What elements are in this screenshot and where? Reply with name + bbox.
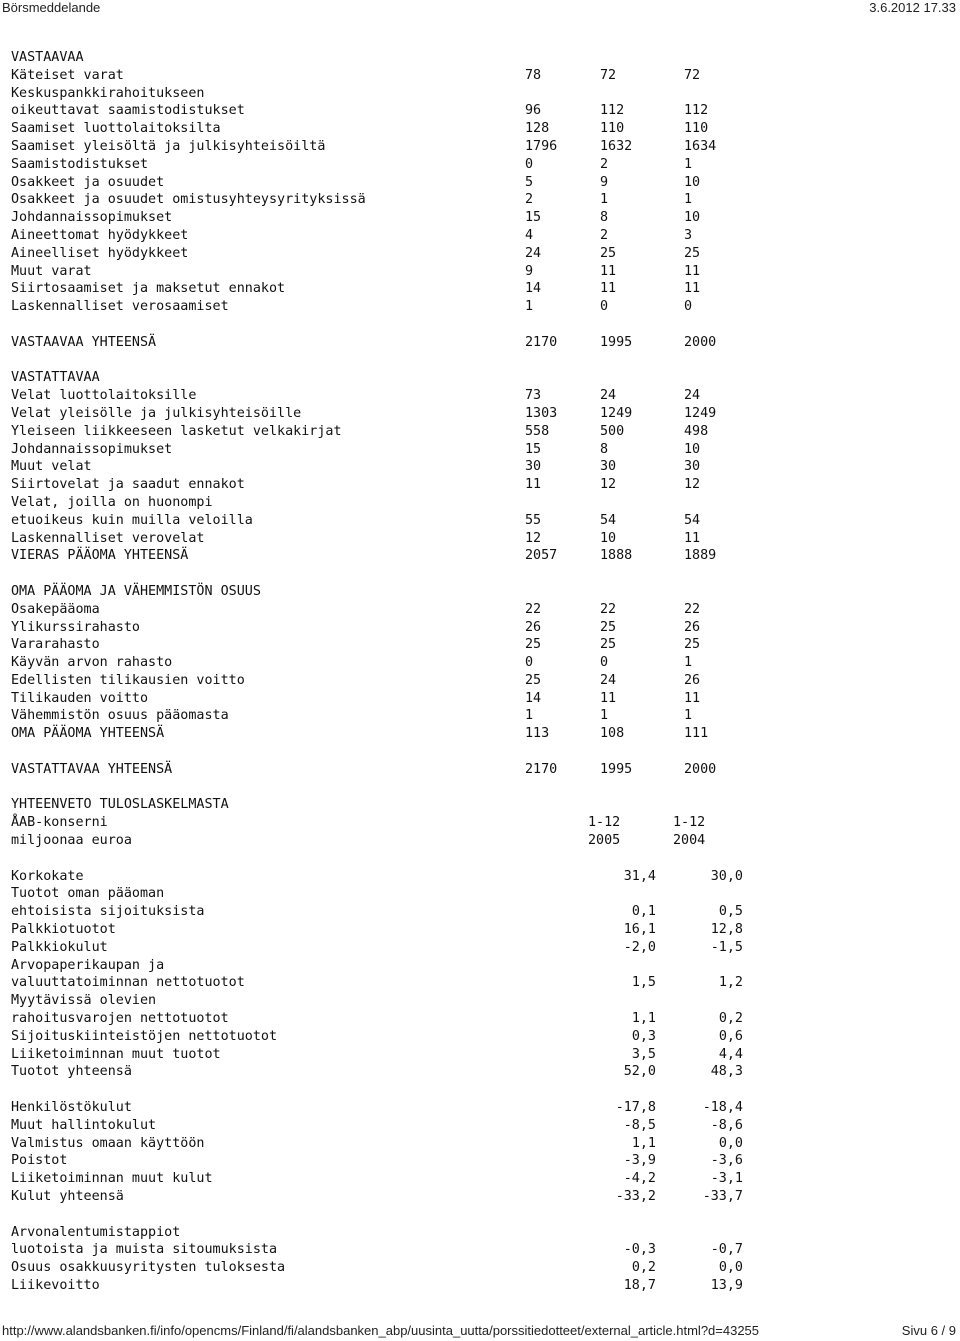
row-value-3: 10 <box>684 210 701 226</box>
row-label: Laskennalliset verovelat <box>11 530 205 546</box>
row-value-2: 2 <box>600 227 609 243</box>
row-label: Velat yleisölle ja julkisyhteisöille <box>11 405 302 421</box>
table-row <box>11 245 951 263</box>
table-row <box>11 974 951 992</box>
blank-row <box>11 1206 951 1224</box>
row-value-2: 24 <box>600 388 617 404</box>
row-value-2: -3,1 <box>710 1171 743 1187</box>
table-row <box>11 476 951 494</box>
table-row <box>11 530 951 548</box>
row-label: Muut hallintokulut <box>11 1117 157 1133</box>
row-value-1: 30 <box>525 459 542 475</box>
table-row <box>11 619 951 637</box>
row-label: Valmistus omaan käyttöön <box>11 1135 205 1151</box>
row-value-2: 0,0 <box>718 1135 743 1151</box>
row-value-2: 25 <box>600 637 617 653</box>
row-value-1: 15 <box>525 441 542 457</box>
row-value-3: 1634 <box>684 138 717 154</box>
row-value-2: 2004 <box>673 833 706 849</box>
row-value-2: -33,7 <box>702 1189 743 1204</box>
page-footer <box>0 1323 960 1339</box>
row-value-1: 1,5 <box>631 975 656 991</box>
row-value-3: 11 <box>684 530 701 546</box>
row-value-2: 1-12 <box>673 815 706 831</box>
blank-row <box>11 850 951 868</box>
row-value-2: 9 <box>600 174 609 190</box>
row-label: Liiketoiminnan muut tuotot <box>11 1046 221 1062</box>
row-value-2: 12,8 <box>710 922 743 938</box>
table-row <box>11 387 951 405</box>
table-row <box>11 405 951 423</box>
table-row <box>11 102 951 120</box>
row-label: Osuus osakkuusyritysten tuloksesta <box>11 1260 286 1276</box>
section-title <box>11 583 951 601</box>
row-value-2: 1888 <box>600 548 633 564</box>
row-value-1: 12 <box>525 530 542 546</box>
row-value-2: 2 <box>600 156 609 172</box>
row-value-3: 2000 <box>684 334 717 350</box>
page-header <box>0 0 960 16</box>
row-label: luotoista ja muista sitoumuksista <box>11 1242 278 1258</box>
row-label: Aineelliset hyödykkeet <box>11 245 189 261</box>
table-row <box>11 280 951 298</box>
row-value-2: 30,0 <box>710 868 743 884</box>
row-label: rahoitusvarojen nettotuotot <box>11 1011 229 1027</box>
row-value-2: 1995 <box>600 334 633 350</box>
table-row <box>11 120 951 138</box>
row-label: miljoonaa euroa <box>11 833 132 849</box>
row-label: Kulut yhteensä <box>11 1189 124 1204</box>
section-title <box>11 796 951 814</box>
row-label: Osakkeet ja osuudet omistusyhteysyrityksissä <box>11 192 366 208</box>
row-value-1: 96 <box>525 103 542 119</box>
row-label: Poistot <box>11 1153 68 1169</box>
row-label: Johdannaissopimukset <box>11 210 173 226</box>
row-label: OMA PÄÄOMA YHTEENSÄ <box>11 726 165 742</box>
row-value-2: -0,7 <box>710 1242 743 1258</box>
row-label: OMA PÄÄOMA JA VÄHEMMISTÖN OSUUS <box>11 583 261 599</box>
row-value-2: 1,2 <box>718 975 743 991</box>
row-value-1: 52,0 <box>623 1064 656 1080</box>
row-value-2: 10 <box>600 530 617 546</box>
row-value-2: 8 <box>600 441 609 457</box>
row-label: Edellisten tilikausien voitto <box>11 672 245 688</box>
row-value-2: 500 <box>600 423 625 439</box>
table-row <box>11 423 951 441</box>
row-label: VIERAS PÄÄOMA YHTEENSÄ <box>11 548 189 564</box>
table-row <box>11 1046 951 1064</box>
row-value-3: 25 <box>684 637 701 653</box>
row-value-1: -17,8 <box>615 1100 656 1116</box>
row-value-1: 1-12 <box>588 815 621 831</box>
row-value-3: 1 <box>684 708 693 724</box>
blank-row <box>11 779 951 797</box>
table-row <box>11 1010 951 1028</box>
row-label: VASTATTAVAA <box>11 370 100 386</box>
row-value-1: 0 <box>525 655 534 671</box>
row-value-1: 1,1 <box>631 1011 656 1027</box>
table-row <box>11 138 951 156</box>
row-value-1: 113 <box>525 726 550 742</box>
row-value-1: 5 <box>525 174 534 190</box>
row-label: Muut varat <box>11 263 92 279</box>
table-row <box>11 939 951 957</box>
row-value-3: 2000 <box>684 761 717 777</box>
row-label: oikeuttavat saamistodistukset <box>11 103 245 119</box>
row-value-3: 26 <box>684 672 701 688</box>
row-value-2: 13,9 <box>710 1277 743 1293</box>
row-value-2: 30 <box>600 459 617 475</box>
row-value-1: 4 <box>525 227 534 243</box>
row-label: Liiketoiminnan muut kulut <box>11 1171 213 1187</box>
row-value-2: 0 <box>600 655 609 671</box>
blank-row <box>11 1081 951 1099</box>
row-value-3: 25 <box>684 245 701 261</box>
table-row <box>11 1063 951 1081</box>
row-value-1: 26 <box>525 619 542 635</box>
row-label: Keskuspankkirahoitukseen <box>11 85 205 101</box>
row-label: Tuotot yhteensä <box>11 1064 132 1080</box>
row-label: Henkilöstökulut <box>11 1100 132 1116</box>
row-value-1: 2170 <box>525 761 558 777</box>
table-row <box>11 654 951 672</box>
row-value-2: 1632 <box>600 138 633 154</box>
header-timestamp: 3.6.2012 17.33 <box>869 0 956 15</box>
row-label: etuoikeus kuin muilla veloilla <box>11 512 253 528</box>
row-label: Palkkiotuotot <box>11 922 116 938</box>
row-value-2: 48,3 <box>710 1064 743 1080</box>
row-value-1: 24 <box>525 245 542 261</box>
row-label: Siirtovelat ja saadut ennakot <box>11 477 245 493</box>
row-label: ehtoisista sijoituksista <box>11 904 205 920</box>
row-value-2: 0,2 <box>718 1011 743 1027</box>
table-row <box>11 903 951 921</box>
section-title <box>11 369 951 387</box>
row-label: valuuttatoiminnan nettotuotot <box>11 975 245 991</box>
row-value-1: 1 <box>525 299 534 315</box>
row-value-1: 14 <box>525 690 542 706</box>
row-value-1: 14 <box>525 281 542 297</box>
table-row <box>11 209 951 227</box>
row-label: Vähemmistön osuus pääomasta <box>11 708 229 724</box>
row-value-1: 73 <box>525 388 542 404</box>
row-value-2: 1995 <box>600 761 633 777</box>
row-value-1: 558 <box>525 423 550 439</box>
row-label: VASTATTAVAA YHTEENSÄ <box>11 761 173 777</box>
table-row <box>11 1224 951 1242</box>
row-value-3: 12 <box>684 477 701 493</box>
row-value-2: 11 <box>600 281 617 297</box>
row-label: Yleiseen liikkeeseen lasketut velkakirjat <box>11 423 342 439</box>
table-row <box>11 85 951 103</box>
row-value-3: 3 <box>684 227 693 243</box>
row-value-1: -0,3 <box>623 1242 656 1258</box>
table-row <box>11 636 951 654</box>
row-value-1: 0 <box>525 156 534 172</box>
row-label: Saamiset luottolaitoksilta <box>11 121 221 137</box>
row-value-1: 18,7 <box>623 1277 656 1293</box>
table-row <box>11 1117 951 1135</box>
row-label: Tuotot oman pääoman <box>11 886 165 902</box>
row-value-2: 112 <box>600 103 625 119</box>
row-label: Velat, joilla on huonompi <box>11 494 213 510</box>
table-row <box>11 1028 951 1046</box>
row-label: Käteiset varat <box>11 67 124 83</box>
row-value-3: 22 <box>684 601 701 617</box>
row-label: Arvonalentumistappiot <box>11 1224 181 1240</box>
blank-row <box>11 743 951 761</box>
row-value-3: 110 <box>684 121 709 137</box>
table-row <box>11 458 951 476</box>
table-row <box>11 1188 951 1206</box>
footer-url-link[interactable]: http://www.alandsbanken.fi/info/opencms/Finland/fi/alandsbanken_abp/uusinta_uutta/porssitiedotteet/external_article.html?d=43255 <box>2 1323 760 1338</box>
row-value-1: 0,1 <box>631 904 656 920</box>
row-label: Muut velat <box>11 459 92 475</box>
row-value-1: 1796 <box>525 138 558 154</box>
blank-row <box>11 352 951 370</box>
table-row <box>11 227 951 245</box>
row-value-1: 2 <box>525 192 534 208</box>
row-label: Sijoituskiinteistöjen nettotuotot <box>11 1028 278 1044</box>
row-label: ÅAB-konserni <box>11 815 108 831</box>
row-label: Korkokate <box>11 868 84 884</box>
row-value-2: 0,6 <box>718 1028 743 1044</box>
row-value-3: 1 <box>684 192 693 208</box>
row-label: Ylikurssirahasto <box>11 619 140 635</box>
table-row <box>11 191 951 209</box>
row-value-1: -3,9 <box>623 1153 656 1169</box>
table-row <box>11 1152 951 1170</box>
row-value-1: 2057 <box>525 548 558 564</box>
row-label: Saamistodistukset <box>11 156 149 172</box>
row-value-2: 0,0 <box>718 1260 743 1276</box>
row-label: Vararahasto <box>11 637 100 653</box>
table-row <box>11 707 951 725</box>
table-row <box>11 263 951 281</box>
financial-statement <box>11 49 951 1295</box>
row-value-1: 2005 <box>588 833 621 849</box>
table-row <box>11 298 951 316</box>
table-row <box>11 992 951 1010</box>
table-row <box>11 67 951 85</box>
table-row <box>11 494 951 512</box>
row-value-1: -4,2 <box>623 1171 656 1187</box>
row-value-2: -1,5 <box>710 939 743 955</box>
table-row <box>11 441 951 459</box>
row-value-2: 12 <box>600 477 617 493</box>
row-value-3: 30 <box>684 459 701 475</box>
row-label: Arvopaperikaupan ja <box>11 957 165 973</box>
row-value-3: 1249 <box>684 405 717 421</box>
row-label: Siirtosaamiset ja maksetut ennakot <box>11 281 286 297</box>
table-row <box>11 921 951 939</box>
row-value-2: 108 <box>600 726 625 742</box>
row-label: Liikevoitto <box>11 1277 100 1293</box>
row-value-3: 11 <box>684 690 701 706</box>
table-row <box>11 512 951 530</box>
row-label: Myytävissä olevien <box>11 993 157 1009</box>
row-value-3: 1889 <box>684 548 717 564</box>
row-value-1: 55 <box>525 512 542 528</box>
row-label: Palkkiokulut <box>11 939 108 955</box>
table-row <box>11 725 951 743</box>
row-value-2: 8 <box>600 210 609 226</box>
row-value-1: 0,3 <box>631 1028 656 1044</box>
row-value-1: 3,5 <box>631 1046 656 1062</box>
row-value-2: 24 <box>600 672 617 688</box>
table-row <box>11 1241 951 1259</box>
row-label: Tilikauden voitto <box>11 690 149 706</box>
table-row <box>11 885 951 903</box>
section-title <box>11 49 951 67</box>
row-value-3: 26 <box>684 619 701 635</box>
row-value-3: 10 <box>684 174 701 190</box>
row-value-1: 1303 <box>525 405 558 421</box>
table-row <box>11 1259 951 1277</box>
row-label: Laskennalliset verosaamiset <box>11 299 229 315</box>
row-value-2: 11 <box>600 690 617 706</box>
row-value-3: 54 <box>684 512 701 528</box>
row-value-1: -2,0 <box>623 939 656 955</box>
row-value-2: 25 <box>600 245 617 261</box>
table-row <box>11 156 951 174</box>
row-value-2: 1 <box>600 192 609 208</box>
row-label: Johdannaissopimukset <box>11 441 173 457</box>
header-row <box>11 832 951 850</box>
row-value-1: 25 <box>525 672 542 688</box>
row-label: YHTEENVETO TULOSLASKELMASTA <box>11 797 229 813</box>
row-value-2: 72 <box>600 67 617 83</box>
row-value-3: 10 <box>684 441 701 457</box>
row-value-3: 11 <box>684 263 701 279</box>
row-value-1: 9 <box>525 263 534 279</box>
row-label: Aineettomat hyödykkeet <box>11 227 189 243</box>
row-value-3: 0 <box>684 299 693 315</box>
row-label: VASTAAVAA <box>11 50 84 65</box>
row-value-2: 110 <box>600 121 625 137</box>
row-value-1: 22 <box>525 601 542 617</box>
row-value-2: 4,4 <box>718 1046 743 1062</box>
row-value-3: 1 <box>684 655 693 671</box>
row-value-1: 128 <box>525 121 550 137</box>
row-value-1: 11 <box>525 477 542 493</box>
row-value-1: 25 <box>525 637 542 653</box>
header-row <box>11 814 951 832</box>
table-row <box>11 601 951 619</box>
row-value-2: 1 <box>600 708 609 724</box>
row-value-2: -8,6 <box>710 1117 743 1133</box>
row-value-3: 112 <box>684 103 709 119</box>
header-title: Börsmeddelande <box>2 0 101 15</box>
row-value-2: 11 <box>600 263 617 279</box>
row-value-1: 2170 <box>525 334 558 350</box>
row-value-3: 111 <box>684 726 709 742</box>
total-row <box>11 334 951 352</box>
row-value-3: 72 <box>684 67 701 83</box>
table-row <box>11 1170 951 1188</box>
row-value-2: 1249 <box>600 405 633 421</box>
row-value-3: 11 <box>684 281 701 297</box>
table-row <box>11 672 951 690</box>
row-value-2: 22 <box>600 601 617 617</box>
row-value-2: -18,4 <box>702 1100 743 1116</box>
page-number: Sivu 6 / 9 <box>901 1323 956 1338</box>
row-label: Käyvän arvon rahasto <box>11 655 173 671</box>
row-value-2: -3,6 <box>710 1153 743 1169</box>
blank-row <box>11 316 951 334</box>
row-value-1: 1,1 <box>631 1135 656 1151</box>
table-row <box>11 957 951 975</box>
row-label: Osakepääoma <box>11 601 100 617</box>
row-value-1: 15 <box>525 210 542 226</box>
table-row <box>11 174 951 192</box>
table-row <box>11 1099 951 1117</box>
table-row <box>11 1135 951 1153</box>
table-row <box>11 690 951 708</box>
row-label: Saamiset yleisöltä ja julkisyhteisöiltä <box>11 138 326 154</box>
row-label: Velat luottolaitoksille <box>11 388 197 404</box>
row-label: VASTAAVAA YHTEENSÄ <box>11 334 157 350</box>
row-value-1: 31,4 <box>623 868 656 884</box>
row-value-3: 24 <box>684 388 701 404</box>
row-value-2: 54 <box>600 512 617 528</box>
table-row <box>11 1277 951 1295</box>
row-value-2: 25 <box>600 619 617 635</box>
table-row <box>11 868 951 886</box>
row-value-1: 0,2 <box>631 1260 656 1276</box>
total-row <box>11 761 951 779</box>
blank-row <box>11 565 951 583</box>
row-value-3: 1 <box>684 156 693 172</box>
row-value-3: 498 <box>684 423 709 439</box>
row-value-2: 0 <box>600 299 609 315</box>
table-row <box>11 547 951 565</box>
row-value-1: -8,5 <box>623 1117 656 1133</box>
row-value-1: 1 <box>525 708 534 724</box>
row-value-1: 78 <box>525 67 542 83</box>
row-value-1: -33,2 <box>615 1189 656 1204</box>
row-value-1: 16,1 <box>623 922 656 938</box>
row-value-2: 0,5 <box>718 904 743 920</box>
row-label: Osakkeet ja osuudet <box>11 174 165 190</box>
